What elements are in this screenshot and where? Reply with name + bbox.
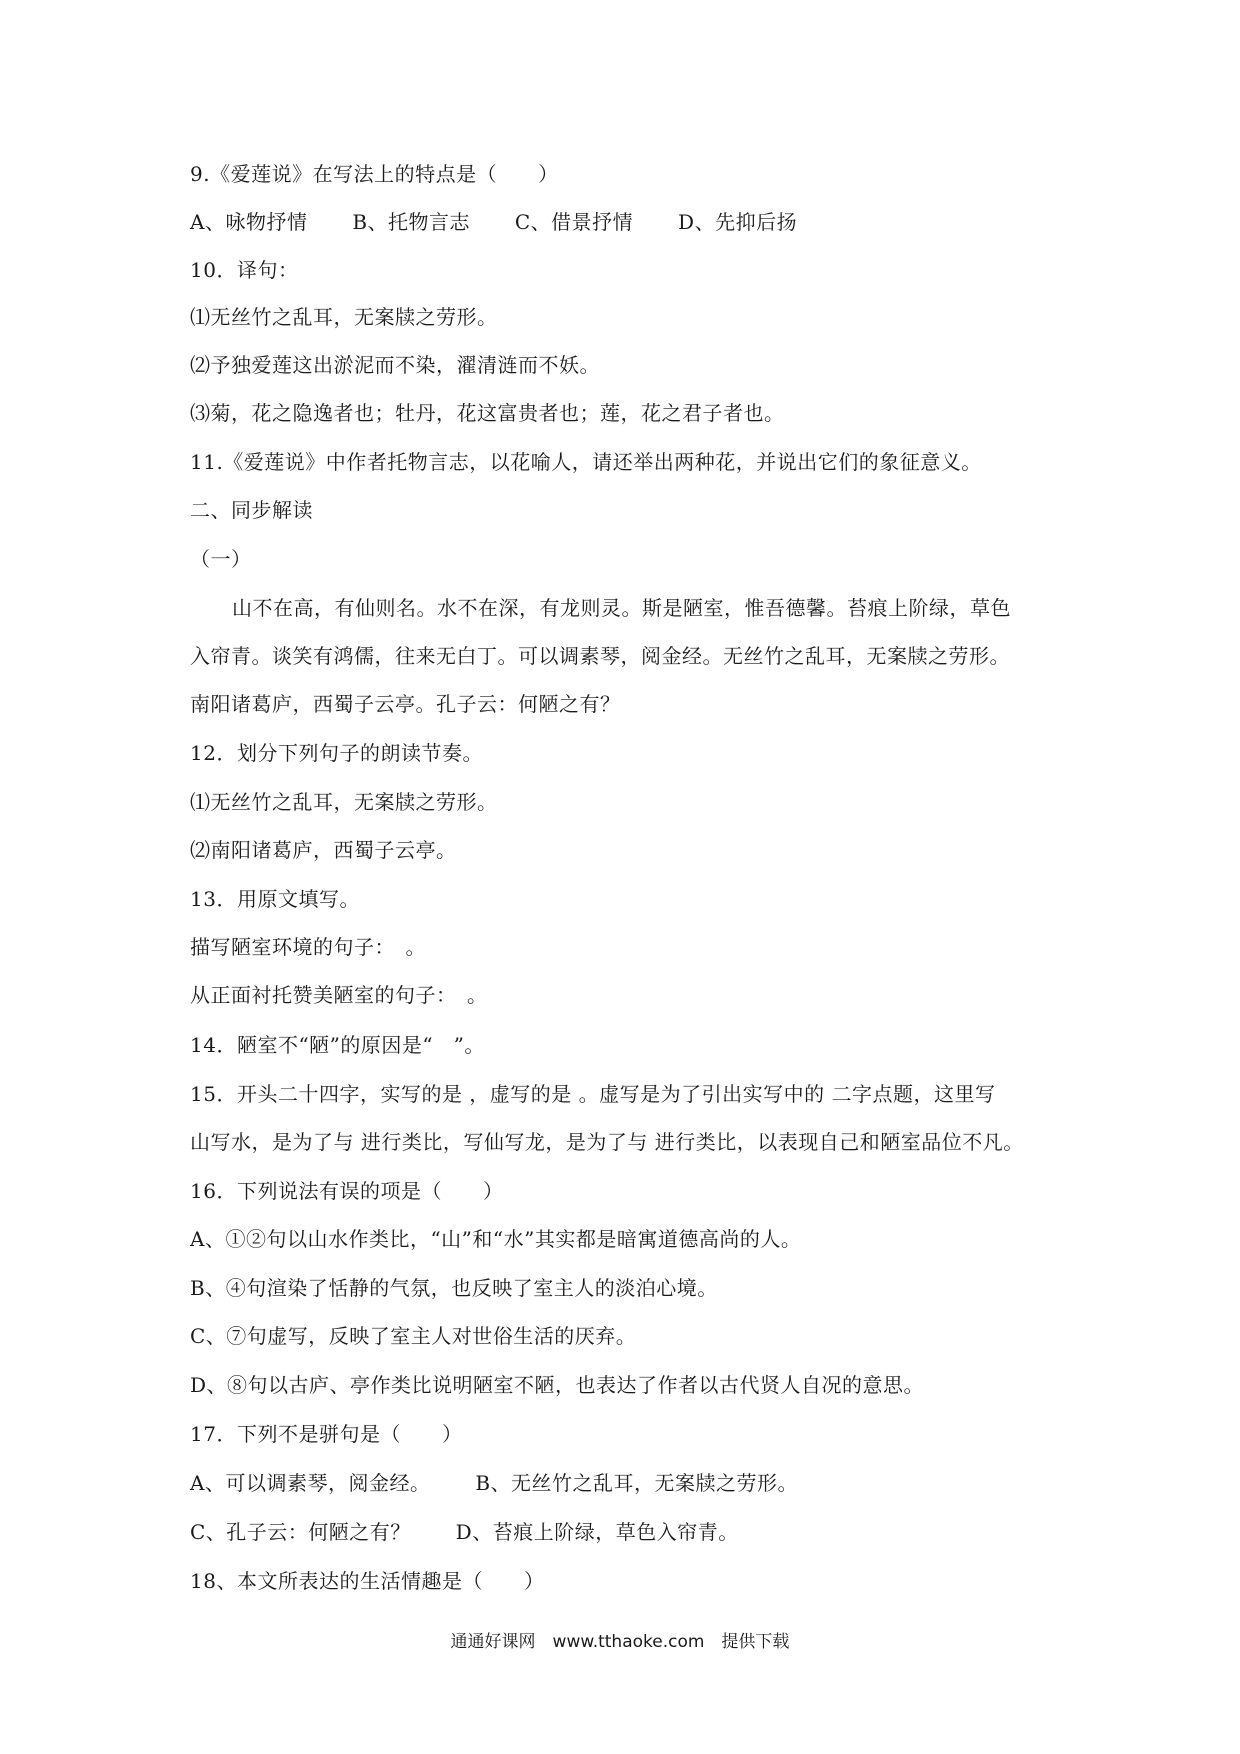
question-12-item-2: ⑵南阳诸葛庐，西蜀子云亭。 xyxy=(190,838,457,862)
page-footer: 通通好课网 www.tthaoke.com 提供下载 xyxy=(450,1632,790,1652)
question-18: 18、本文所表达的生活情趣是（ ） xyxy=(190,1569,545,1593)
question-15-line-2: 山写水，是为了与 进行类比，写仙写龙，是为了与 进行类比，以表现自己和陋室品位不凡。 xyxy=(190,1130,1024,1154)
question-10-item-1: ⑴无丝竹之乱耳，无案牍之劳形。 xyxy=(190,305,498,329)
option-b: B、无丝竹之乱耳，无案牍之劳形。 xyxy=(475,1471,799,1495)
question-16: 16．下列说法有误的项是（ ） xyxy=(190,1179,504,1203)
question-13: 13．用原文填写。 xyxy=(190,887,360,911)
question-17: 17．下列不是骈句是（ ） xyxy=(190,1422,463,1446)
section-heading: 二、同步解读 xyxy=(190,498,313,522)
question-16-option-d: D、⑧句以古庐、亭作类比说明陋室不陋，也表达了作者以古代贤人自况的意思。 xyxy=(190,1373,925,1397)
question-10: 10．译句： xyxy=(190,258,299,282)
question-14: 14．陋室不“陋”的原因是“ ”。 xyxy=(190,1033,485,1057)
question-16-option-a: A、①②句以山水作类比，“山”和“水”其实都是暗寓道德高尚的人。 xyxy=(190,1227,802,1251)
question-17-options-ab xyxy=(190,1469,798,1497)
option-d: D、先抑后扬 xyxy=(678,210,798,234)
option-a: A、咏物抒情 xyxy=(190,210,308,234)
part-label: （一） xyxy=(190,547,252,571)
question-9: 9.《爱莲说》在写法上的特点是（ ） xyxy=(190,162,559,186)
question-15-line-1: 15．开头二十四字，实写的是 ，虚写的是 。虚写是为了引出实写中的 二字点题，这里写 xyxy=(190,1082,996,1106)
question-10-item-2: ⑵予独爱莲这出淤泥而不染，濯清涟而不妖。 xyxy=(190,353,600,377)
passage-line-1: 山不在高，有仙则名。水不在深，有龙则灵。斯是陋室，惟吾德馨。苔痕上阶绿，草色 xyxy=(232,596,1011,620)
option-c: C、孔子云：何陋之有？ xyxy=(190,1520,411,1544)
question-9-options xyxy=(190,208,797,236)
question-11: 11.《爱莲说》中作者托物言志，以花喻人，请还举出两种花，并说出它们的象征意义。 xyxy=(190,450,982,474)
question-16-option-c: C、⑦句虚写，反映了室主人对世俗生活的厌弃。 xyxy=(190,1324,637,1348)
option-d: D、苔痕上阶绿，草色入帘青。 xyxy=(455,1520,739,1544)
passage-line-2: 入帘青。谈笑有鸿儒，往来无白丁。可以调素琴，阅金经。无丝竹之乱耳，无案牍之劳形。 xyxy=(190,644,1010,668)
question-17-options-cd xyxy=(190,1518,739,1546)
option-c: C、借景抒情 xyxy=(514,210,634,234)
question-13-item-2: 从正面衬托赞美陋室的句子： 。 xyxy=(190,983,488,1007)
question-10-item-3: ⑶菊，花之隐逸者也；牡丹，花这富贵者也；莲，花之君子者也。 xyxy=(190,401,785,425)
question-13-item-1: 描写陋室环境的句子： 。 xyxy=(190,935,426,959)
question-12-item-1: ⑴无丝竹之乱耳，无案牍之劳形。 xyxy=(190,790,498,814)
passage-line-3: 南阳诸葛庐，西蜀子云亭。孔子云：何陋之有？ xyxy=(190,692,621,716)
question-16-option-b: B、④句渲染了恬静的气氛，也反映了室主人的淡泊心境。 xyxy=(190,1276,718,1300)
option-b: B、托物言志 xyxy=(352,210,471,234)
question-12: 12．划分下列句子的朗读节奏。 xyxy=(190,741,483,765)
option-a: A、可以调素琴，阅金经。 xyxy=(190,1471,431,1495)
